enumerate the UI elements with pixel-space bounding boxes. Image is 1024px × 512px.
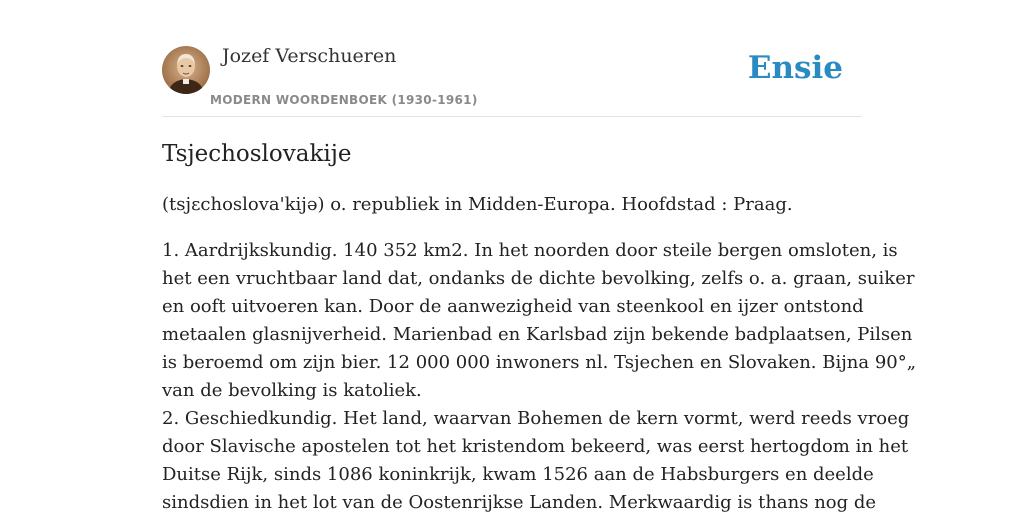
body-line: metaalen glasnijverheid. Marienbad en Karlsbad zijn bekende badplaatsen, Pilsen xyxy=(162,324,913,345)
author-portrait-icon xyxy=(162,46,210,94)
header xyxy=(162,0,862,117)
body-line: van de bevolking is katoliek. xyxy=(162,380,422,401)
body-line: is beroemd om zijn bier. 12 000 000 inwoners nl. Tsjechen en Slovaken. Bijna 90°„ xyxy=(162,352,917,373)
body-line: 2. Geschiedkundig. Het land, waarvan Bohemen de kern vormt, werd reeds vroeg xyxy=(162,408,910,429)
author-avatar[interactable] xyxy=(162,46,210,94)
brand-logo[interactable]: Ensie xyxy=(747,50,843,86)
article xyxy=(162,138,917,512)
source-label[interactable]: MODERN WOORDENBOEK (1930-1961) xyxy=(210,93,478,107)
author-name[interactable]: Jozef Verschueren xyxy=(222,45,397,67)
article-body xyxy=(162,237,917,512)
article-title: Tsjechoslovakije xyxy=(162,141,352,167)
body-line: en ooft uitvoeren kan. Door de aanwezigheid van steenkool en ijzer ontstond xyxy=(162,296,864,317)
article-definition: (tsjɛchoslova'kijə) o. republiek in Midden-Europa. Hoofdstad : Praag. xyxy=(162,194,793,215)
body-line: door Slavische apostelen tot het kristendom bekeerd, was eerst hertogdom in het xyxy=(162,436,909,457)
body-line: 1. Aardrijkskundig. 140 352 km2. In het noorden door steile bergen omsloten, is xyxy=(162,240,898,261)
body-line: Duitse Rijk, sinds 1086 koninkrijk, kwam 1526 aan de Habsburgers en deelde xyxy=(162,464,874,485)
body-line: het een vruchtbaar land dat, ondanks de dichte bevolking, zelfs o. a. graan, suiker xyxy=(162,268,915,289)
body-line: sindsdien in het lot van de Oostenrijkse Landen. Merkwaardig is thans nog de xyxy=(162,492,877,512)
